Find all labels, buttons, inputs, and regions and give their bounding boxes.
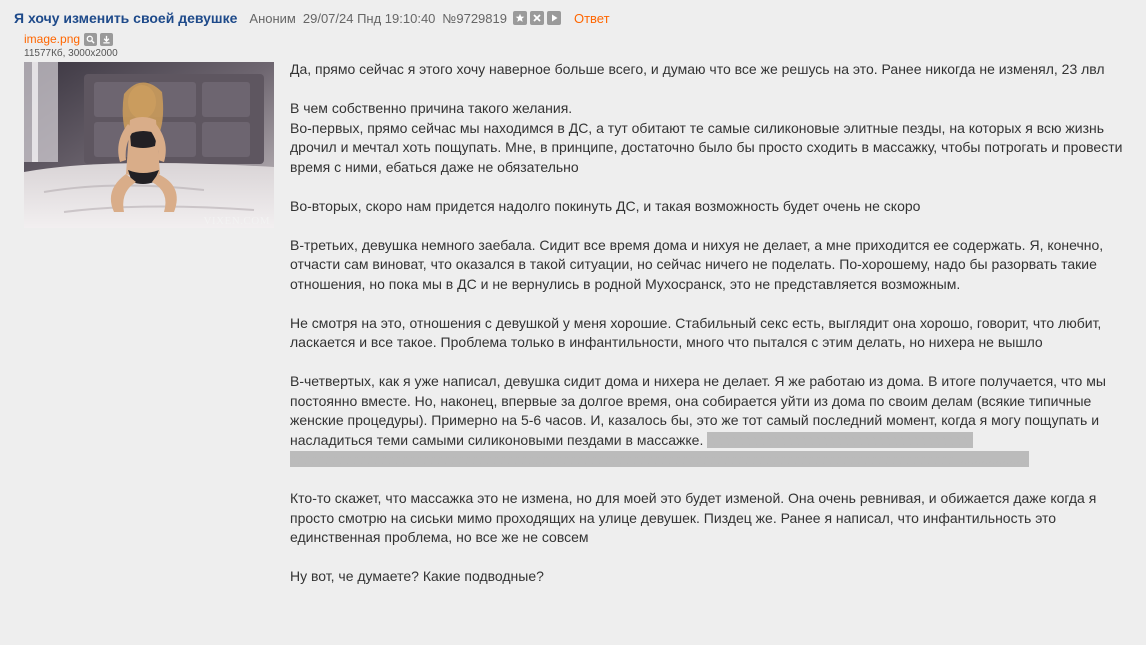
- post-header: [14, 8, 610, 28]
- post-author: Аноним: [249, 10, 296, 26]
- file-name-link[interactable]: image.png: [24, 32, 81, 46]
- post-paragraph: Да, прямо сейчас я этого хочу наверное больше всего, и думаю что все же решусь на это. Ранее никогда не изменял, 23 лвл: [290, 61, 1105, 77]
- spoiler-text[interactable]: xxxxxxxxxxxxxxxxxxxxxxxxxxxxxxxxxxxxxx xxxxxxxxxxxxxxxxxxxxxxxxxxxxxxxxxxxxxxxxxxxxxxxxxxxxxxxxxxxxxxxxxxxxxxxxxxxxxxxxxxxxxxxxxxxxxxx xxxxxxxxxx: [290, 431, 1029, 467]
- post-paragraph: Во-вторых, скоро нам придется надолго покинуть ДС, и такая возможность будет очень не скоро: [290, 197, 921, 214]
- play-icon[interactable]: [547, 11, 561, 25]
- post-date: 29/07/24 Пнд 19:10:40: [302, 10, 436, 26]
- post-paragraph: Ну вот, че думаете? Какие подводные?: [290, 568, 544, 584]
- post-paragraph: Не смотря на это, отношения с девушкой у меня хорошие. Стабильный секс есть, выглядит она хорошо, говорит, что любит, ласкается и все такое. Проблема только в инфантильности, много что пытался с этим делать, но нихера не вышло: [290, 314, 1102, 350]
- post-paragraph: Кто-то скажет, что массажка это не измена, но для моей это будет изменой. Она очень ревнивая, и обижается даже когда я просто смотрю на сиськи мимо проходящих на улице девушек. Пиздец же. Ранее я написал, что инфантильность это единственная проблема, но все же не совсем: [290, 490, 1097, 545]
- post-paragraph: [290, 99, 1126, 177]
- download-icon[interactable]: [100, 33, 113, 46]
- watermark-text: VIXEN.COM: [203, 215, 270, 227]
- post-line: Во-первых, прямо сейчас мы находимся в ДС, а тут обитают те самые силиконовые элитные пезды, на которых я всю жизнь дрочил и мечтал хоть пощупать. Мне, в принципе, достаточно было бы просто сходить в массажку, чтобы потрогать и провести время с ними, ебаться даже не обязательно: [290, 119, 1123, 175]
- star-icon[interactable]: [513, 11, 527, 25]
- reply-link[interactable]: Ответ: [573, 10, 610, 26]
- post-number-link[interactable]: №9729819: [442, 10, 507, 26]
- post-line: В-четвертых, как я уже написал, девушка сидит дома и нихера не делает. Я же работаю из дома. В итоге получается, что мы постоянно вместе. Но, наконец, впервые за долгое время, она собирается уйти из дома по своим делам (всякие типичные женские процедуры). Примерно на 5-6 часов. И, казалось бы, это же тот самый последний момент, когда я могу пощупать и насладиться теми самыми силиконовыми пездами в массажке.: [290, 373, 1106, 448]
- file-info: [24, 31, 274, 60]
- post-line: В чем собственно причина такого желания.: [290, 100, 573, 116]
- post-paragraph: В-третьих, девушка немного заебала. Сидит все время дома и нихуя не делает, а мне приходится ее содержать. Я, конечно, отчасти сам виноват, что оказался в такой ситуации, но сейчас ничего не поделать. По-хорошему, надо бы разорвать такие отношения, но пока мы в ДС и не вернулись в родной Мухосранск, это не представляется возможным.: [290, 236, 1104, 292]
- file-meta: 11577Кб, 3000x2000: [24, 48, 118, 59]
- post-title: Я хочу изменить своей девушке: [14, 10, 238, 26]
- post-paragraph: [290, 372, 1126, 470]
- search-icon[interactable]: [84, 33, 97, 46]
- image-thumbnail[interactable]: [24, 62, 274, 228]
- hide-icon[interactable]: [530, 11, 544, 25]
- post-body: [290, 60, 1126, 606]
